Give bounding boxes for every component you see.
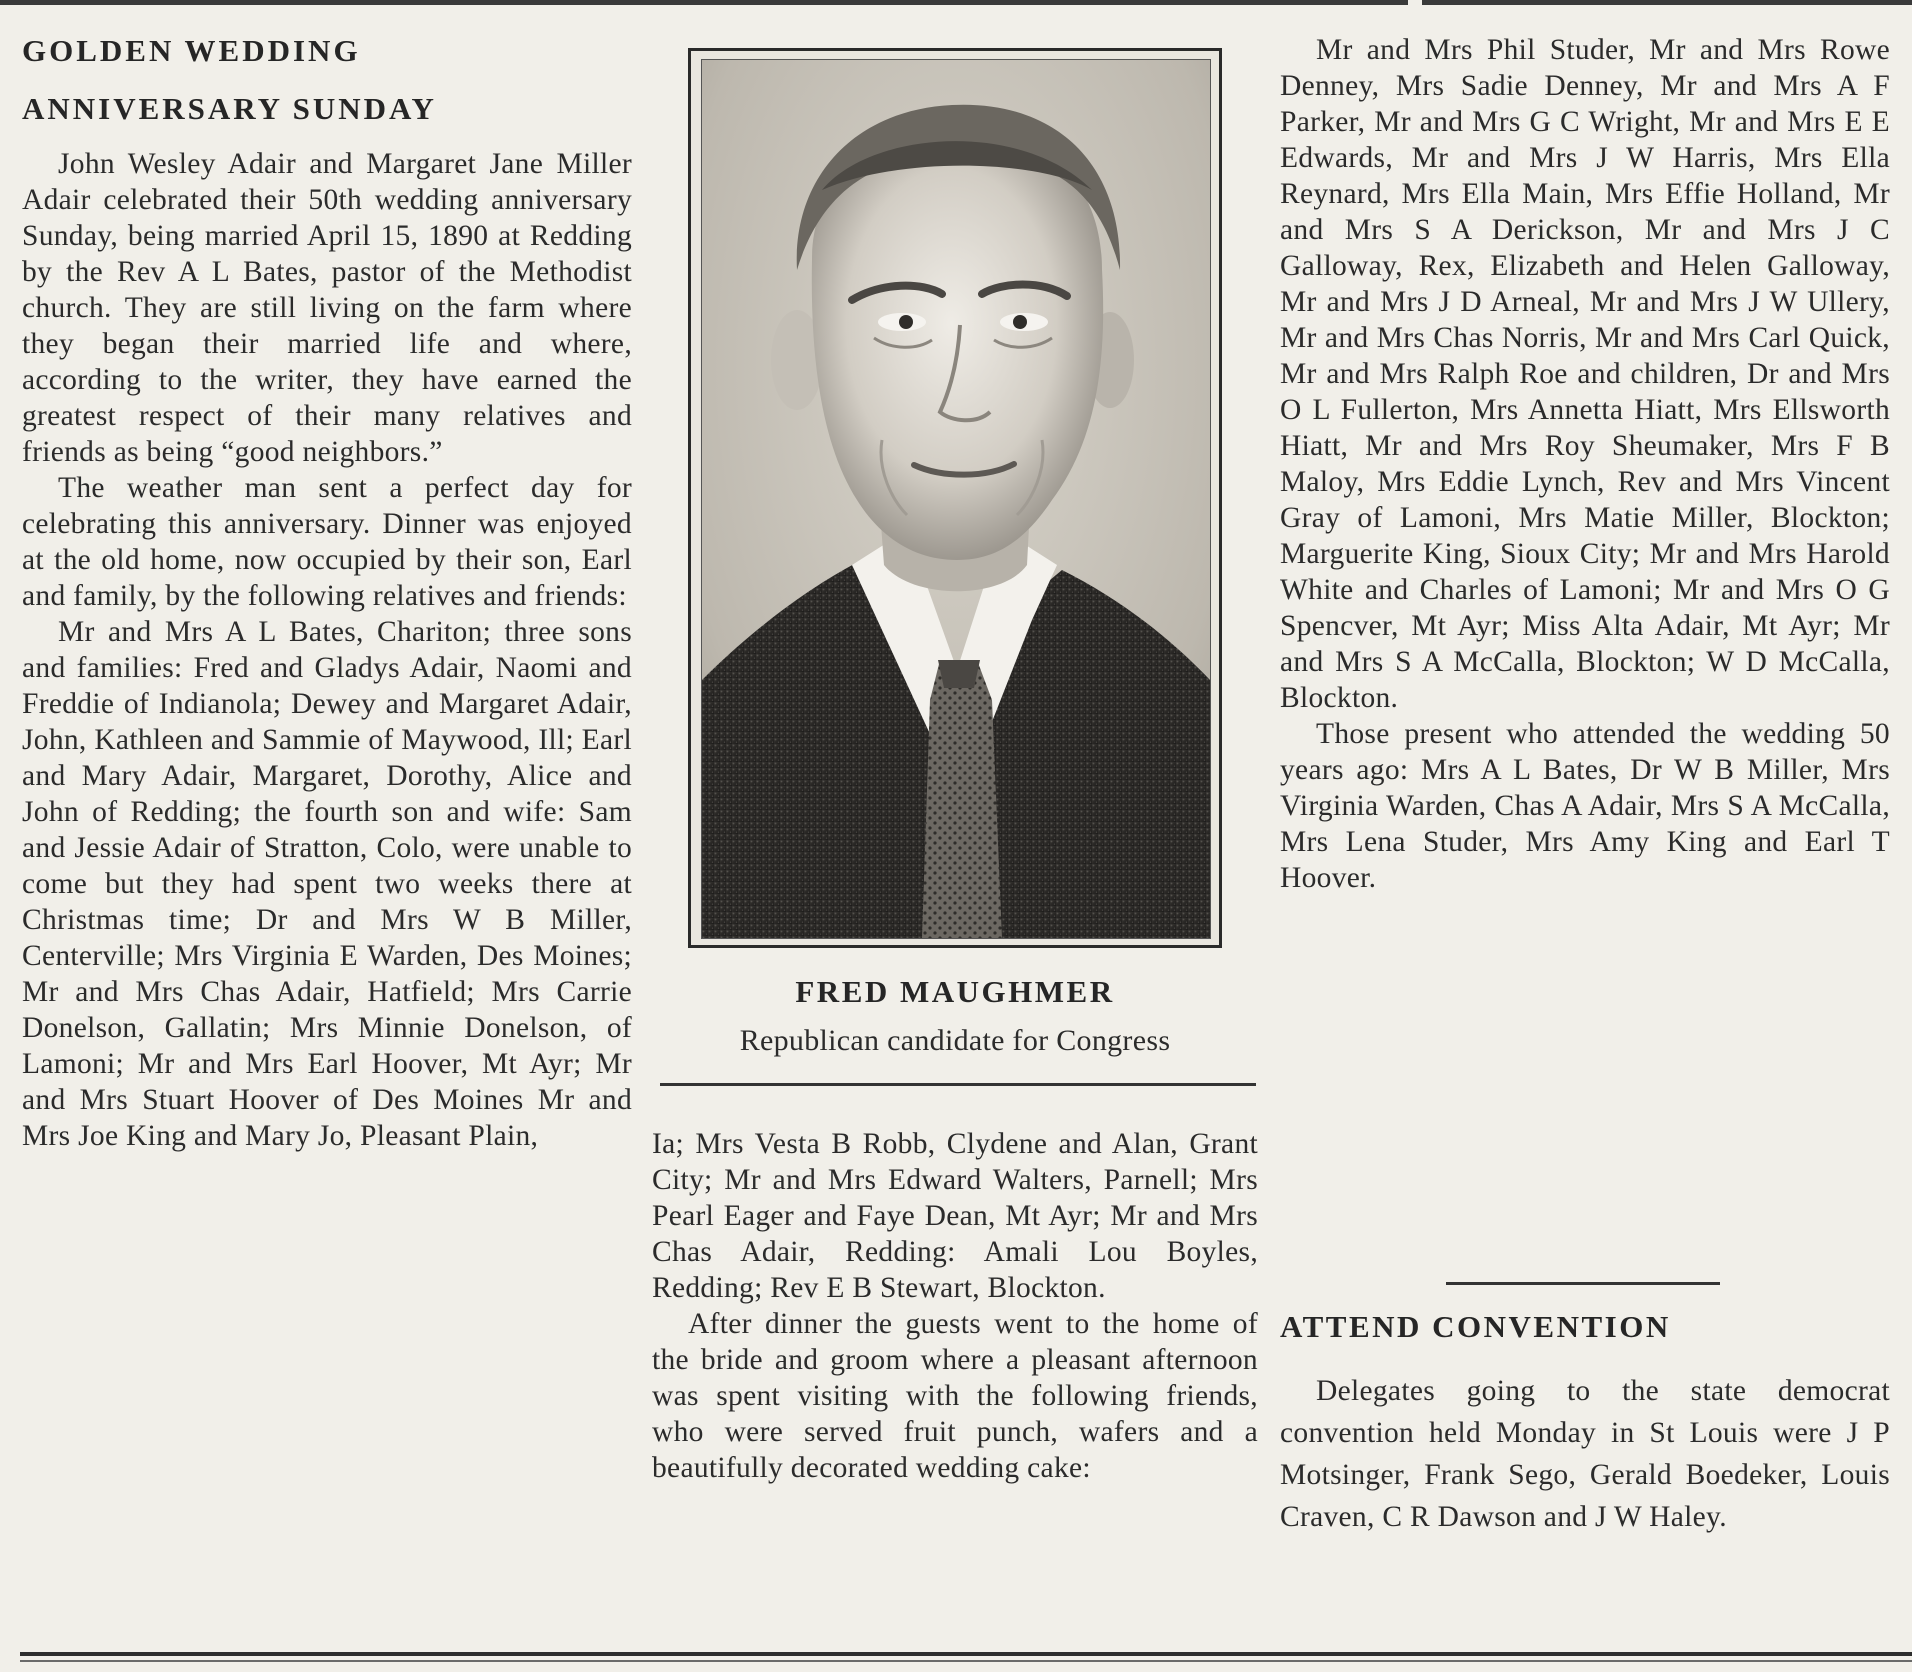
- paragraph-3: Mr and Mrs A L Bates, Chariton; three sons and families: Fred and Gladys Adair, Naomi and Freddie of Indianola; Dewey and Margaret Adair, John, Kathleen and Sammie of Maywood, Ill; Earl and Mary Adair, Margaret, Dorothy, Alice and John of Redding; the fourth son and wife: Sam and Jessie Adair of Stratton, Colo, were unable to come but they had spent two weeks there at Christmas time; Dr and Mrs W B Miller, Centerville; Mrs Virginia E Warden, Des Moines; Mr and Mrs Chas Adair, Hatfield; Mrs Carrie Donelson, Gallatin; Mrs Minnie Donelson, of Lamoni; Mr and Mrs Earl Hoover, Mt Ayr; Mr and Mrs Stuart Hoover of Des Moines Mr and Mrs Joe King and Mary Jo, Pleasant Plain,: [22, 616, 632, 1152]
- guest-list-paragraph: Mr and Mrs Phil Studer, Mr and Mrs Rowe Denney, Mrs Sadie Denney, Mr and Mrs A F Parker, Mr and Mrs G C Wright, Mr and Mrs E E Edwards, Mr and Mrs J W Harris, Mrs Ella Reynard, Mrs Ella Main, Mrs Effie Holland, Mr and Mrs S A Derickson, Mr and Mrs J C Galloway, Rex, Elizabeth and Helen Galloway, Mr and Mrs J D Arneal, Mr and Mrs J W Ullery, Mr and Mrs Chas Norris, Mr and Mrs Carl Quick, Mr and Mrs Ralph Roe and children, Dr and Mrs O L Fullerton, Mrs Annetta Hiatt, Mrs Ellsworth Hiatt, Mr and Mrs Roy Sheumaker, Mrs F B Maloy, Mrs Eddie Lynch, Rev and Mrs Vincent Gray of Lamoni, Mrs Matie Miller, Blockton; Marguerite King, Sioux City; Mr and Mrs Harold White and Charles of Lamoni; Mr and Mrs O G Spencver, Mt Ayr; Miss Alta Adair, Mt Ayr; Mr and Mrs S A McCalla, Blockton; W D McCalla, Blockton.: [1280, 34, 1890, 714]
- convention-headline: ATTEND CONVENTION: [1280, 1309, 1671, 1344]
- portrait-illustration: [702, 60, 1210, 938]
- headline-line-1: GOLDEN WEDDING: [22, 33, 361, 68]
- caption-divider: [660, 1083, 1256, 1086]
- paragraph-4: After dinner the guests went to the home of the bride and groom where a pleasant afternoon was spent visiting with the following friends, who were served fruit punch, wafers and a beautifully decorated wedding cake:: [652, 1308, 1258, 1484]
- attendees-paragraph: Those present who attended the wedding 50 years ago: Mrs A L Bates, Dr W B Miller, Mrs Virginia Warden, Chas A Adair, Mrs S A McCalla, Mrs Lena Studer, Mrs Amy King and Earl T Hoover.: [1280, 718, 1890, 894]
- bottom-rule-thin: [20, 1660, 1912, 1662]
- photo-caption-name: FRED MAUGHMER: [795, 974, 1115, 1009]
- convention-body: Delegates going to the state democrat convention held Monday in St Louis were J P Motsinger, Frank Sego, Gerald Boedeker, Louis Craven, C R Dawson and J W Haley.: [1280, 1375, 1890, 1533]
- article-divider: [1446, 1282, 1720, 1285]
- top-rule-gap: [1408, 0, 1422, 5]
- portrait-photo: [701, 59, 1211, 939]
- paragraph-1: John Wesley Adair and Margaret Jane Miller Adair celebrated their 50th wedding anniversary Sunday, being married April 15, 1890 at Redding by the Rev A L Bates, pastor of the Methodist church. They are still living on the farm where they began their married life and where, according to the writer, they have earned the greatest respect of their many relatives and friends as being “good neighbors.”: [22, 148, 632, 468]
- headline-line-2: ANNIVERSARY SUNDAY: [22, 91, 437, 126]
- convention-article: [1280, 1308, 1890, 1538]
- paragraph-3-continued: Ia; Mrs Vesta B Robb, Clydene and Alan, Grant City; Mr and Mrs Edward Walters, Parnell; Mrs Pearl Eager and Faye Dean, Mt Ayr; Mr and Mrs Chas Adair, Redding: Amali Lou Boyles, Redding; Rev E B Stewart, Blockton.: [652, 1128, 1258, 1304]
- column-1: [22, 32, 632, 1154]
- bottom-rule: [20, 1652, 1912, 1656]
- photo-caption-subtitle: Republican candidate for Congress: [739, 1024, 1171, 1057]
- column-2: [652, 1126, 1258, 1486]
- paragraph-2: The weather man sent a perfect day for celebrating this anniversary. Dinner was enjoyed at the old home, now occupied by their son, Earl and family, by the following relatives and friends:: [22, 472, 632, 612]
- portrait-photo-frame: [688, 48, 1222, 948]
- column-3: [1280, 32, 1890, 896]
- top-rule: [0, 0, 1912, 5]
